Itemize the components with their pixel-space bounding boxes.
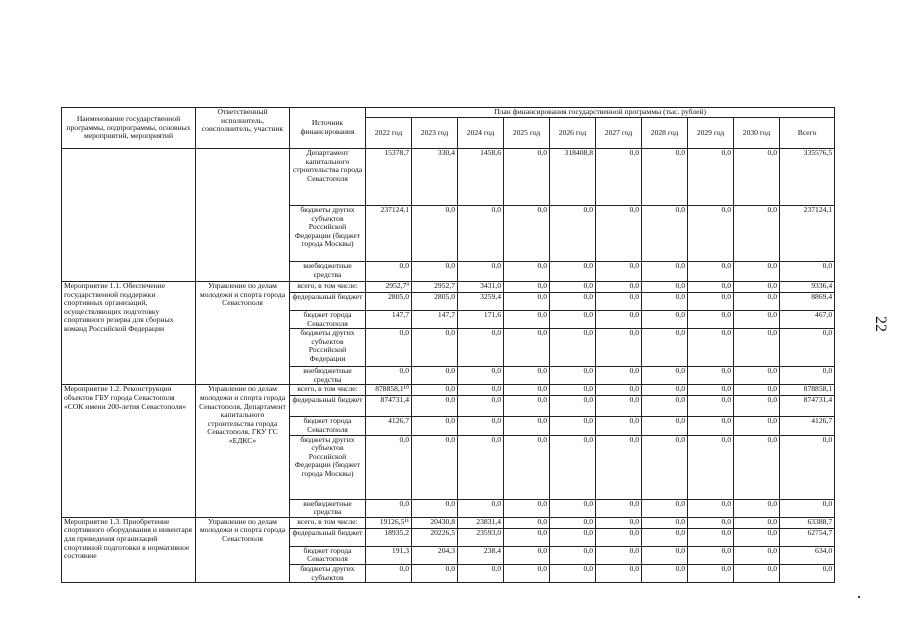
- amount-cell: 0,0: [596, 499, 642, 517]
- header-year: 2022 год: [366, 118, 412, 149]
- amount-cell: 0,0: [780, 262, 835, 282]
- amount-cell: 0,0: [596, 517, 642, 528]
- header-responsible: Ответственный исполнитель, соисполнитель, участник: [196, 108, 290, 149]
- amount-cell: 318408,8: [550, 149, 596, 206]
- funding-source: федеральный бюджет: [290, 396, 366, 417]
- amount-cell: 0,0: [596, 149, 642, 206]
- activity-name: Мероприятие 1.1. Обеспечение государственной поддержки спортивных организаций, осуществляющих подготовку спортивного резерва для сборных команд Российской Федерации: [62, 282, 196, 385]
- amount-cell: 0,0: [458, 206, 504, 262]
- amount-cell: 0,0: [412, 435, 458, 499]
- header-source: Источник финансирования: [290, 108, 366, 149]
- funding-source: бюджеты других субъектов Российской Федерации (бюджет города Москвы): [290, 435, 366, 499]
- amount-cell: 330,4: [412, 149, 458, 206]
- amount-cell: 237124,1: [780, 206, 835, 262]
- amount-cell: 3431,0: [458, 282, 504, 293]
- amount-cell: 0,0: [596, 367, 642, 385]
- amount-cell: 0,0: [596, 262, 642, 282]
- amount-cell: 0,0: [504, 329, 550, 367]
- amount-cell: 0,0: [504, 396, 550, 417]
- amount-cell: 0,0: [734, 435, 780, 499]
- amount-cell: 0,0: [458, 435, 504, 499]
- amount-cell: 0,0: [458, 367, 504, 385]
- amount-cell: 2952,7⁹: [366, 282, 412, 293]
- funding-source: федеральный бюджет: [290, 528, 366, 546]
- amount-cell: 0,0: [550, 262, 596, 282]
- amount-cell: 0,0: [504, 499, 550, 517]
- header-year: 2026 год: [550, 118, 596, 149]
- amount-cell: 0,0: [458, 417, 504, 435]
- amount-cell: 0,0: [550, 311, 596, 329]
- amount-cell: 8869,4: [780, 293, 835, 311]
- funding-source: внебюджетные средства: [290, 367, 366, 385]
- responsible-executor: Управление по делам молодежи и спорта города Севастополя: [196, 517, 290, 582]
- amount-cell: 0,0: [550, 528, 596, 546]
- amount-cell: 0,0: [734, 528, 780, 546]
- amount-cell: 0,0: [596, 385, 642, 396]
- amount-cell: 0,0: [550, 282, 596, 293]
- table-row: [62, 149, 835, 206]
- amount-cell: 0,0: [412, 329, 458, 367]
- amount-cell: 0,0: [596, 311, 642, 329]
- amount-cell: 0,0: [550, 206, 596, 262]
- amount-cell: 0,0: [642, 206, 688, 262]
- funding-source: бюджеты других субъектов Российской Федерации: [290, 329, 366, 367]
- amount-cell: 0,0: [550, 329, 596, 367]
- amount-cell: 0,0: [688, 206, 734, 262]
- amount-cell: 0,0: [504, 546, 550, 564]
- amount-cell: 0,0: [596, 206, 642, 262]
- amount-cell: 335576,5: [780, 149, 835, 206]
- funding-source: всего, в том числе:: [290, 517, 366, 528]
- amount-cell: 0,0: [458, 564, 504, 582]
- amount-cell: 0,0: [688, 282, 734, 293]
- amount-cell: 147,7: [366, 311, 412, 329]
- amount-cell: 0,0: [642, 262, 688, 282]
- amount-cell: 0,0: [596, 329, 642, 367]
- amount-cell: 0,0: [412, 564, 458, 582]
- amount-cell: 0,0: [412, 367, 458, 385]
- amount-cell: 0,0: [504, 385, 550, 396]
- amount-cell: 0,0: [550, 435, 596, 499]
- amount-cell: 0,0: [688, 396, 734, 417]
- amount-cell: 0,0: [780, 329, 835, 367]
- table-row: [62, 385, 835, 396]
- amount-cell: 0,0: [412, 262, 458, 282]
- amount-cell: 0,0: [688, 417, 734, 435]
- amount-cell: 0,0: [504, 262, 550, 282]
- amount-cell: 4126,7: [366, 417, 412, 435]
- header-plan-title: План финансирования государственной программы (тыс. рублей): [366, 108, 835, 118]
- amount-cell: 0,0: [688, 499, 734, 517]
- amount-cell: 0,0: [550, 564, 596, 582]
- amount-cell: 2952,7: [412, 282, 458, 293]
- amount-cell: 0,0: [688, 385, 734, 396]
- financing-table: [61, 107, 835, 583]
- amount-cell: 0,0: [642, 311, 688, 329]
- amount-cell: 0,0: [458, 499, 504, 517]
- amount-cell: 0,0: [366, 329, 412, 367]
- amount-cell: 2805,0: [412, 293, 458, 311]
- amount-cell: 63388,7: [780, 517, 835, 528]
- amount-cell: 0,0: [688, 564, 734, 582]
- funding-source: бюджеты других субъектов: [290, 564, 366, 582]
- amount-cell: 878858,1: [780, 385, 835, 396]
- amount-cell: 0,0: [550, 385, 596, 396]
- amount-cell: 0,0: [734, 396, 780, 417]
- amount-cell: 0,0: [688, 293, 734, 311]
- amount-cell: 62754,7: [780, 528, 835, 546]
- header-year: 2027 год: [596, 118, 642, 149]
- header-year: Всего: [780, 118, 835, 149]
- amount-cell: 0,0: [458, 396, 504, 417]
- amount-cell: 0,0: [504, 517, 550, 528]
- amount-cell: 0,0: [734, 262, 780, 282]
- amount-cell: 23831,4: [458, 517, 504, 528]
- amount-cell: 0,0: [412, 417, 458, 435]
- header-year: 2023 год: [412, 118, 458, 149]
- amount-cell: 874731,4: [780, 396, 835, 417]
- responsible-executor: [196, 149, 290, 282]
- amount-cell: 0,0: [734, 367, 780, 385]
- amount-cell: 0,0: [642, 546, 688, 564]
- header-year: 2030 год: [734, 118, 780, 149]
- header-year: 2028 год: [642, 118, 688, 149]
- responsible-executor: Управление по делам молодежи и спорта города Севастополя: [196, 282, 290, 385]
- amount-cell: 0,0: [596, 417, 642, 435]
- funding-source: бюджет города Севастополя: [290, 417, 366, 435]
- amount-cell: 0,0: [688, 517, 734, 528]
- amount-cell: 0,0: [596, 564, 642, 582]
- amount-cell: 9336,4: [780, 282, 835, 293]
- amount-cell: 20430,8: [412, 517, 458, 528]
- amount-cell: 0,0: [596, 528, 642, 546]
- amount-cell: 0,0: [596, 435, 642, 499]
- amount-cell: 0,0: [734, 311, 780, 329]
- amount-cell: 4126,7: [780, 417, 835, 435]
- amount-cell: 0,0: [734, 546, 780, 564]
- funding-source: Департамент капитального строительства города Севастополя: [290, 149, 366, 206]
- amount-cell: 0,0: [504, 528, 550, 546]
- amount-cell: 0,0: [550, 367, 596, 385]
- amount-cell: 1458,6: [458, 149, 504, 206]
- header-year: 2025 год: [504, 118, 550, 149]
- amount-cell: 0,0: [596, 546, 642, 564]
- amount-cell: 0,0: [780, 499, 835, 517]
- funding-source: бюджет города Севастополя: [290, 546, 366, 564]
- amount-cell: 0,0: [504, 293, 550, 311]
- activity-name: Мероприятие 1.3. Приобретение спортивного оборудования и инвентаря для приведения организаций спортивной подготовки в нормативное состояние: [62, 517, 196, 582]
- amount-cell: 0,0: [366, 367, 412, 385]
- scan-speck: [858, 596, 860, 598]
- amount-cell: 0,0: [412, 206, 458, 262]
- table-body: [62, 149, 835, 583]
- funding-source: бюджеты других субъектов Российской Федерации (бюджет города Москвы): [290, 206, 366, 262]
- amount-cell: 0,0: [366, 435, 412, 499]
- amount-cell: 23593,0: [458, 528, 504, 546]
- amount-cell: 191,3: [366, 546, 412, 564]
- table-row: [62, 282, 835, 293]
- amount-cell: 0,0: [642, 417, 688, 435]
- funding-source: бюджет города Севастополя: [290, 311, 366, 329]
- activity-name: [62, 149, 196, 282]
- amount-cell: 0,0: [504, 417, 550, 435]
- amount-cell: 0,0: [734, 206, 780, 262]
- amount-cell: 0,0: [458, 385, 504, 396]
- amount-cell: 0,0: [780, 435, 835, 499]
- amount-cell: 0,0: [412, 396, 458, 417]
- amount-cell: 0,0: [780, 564, 835, 582]
- amount-cell: 0,0: [550, 396, 596, 417]
- amount-cell: 19126,5¹¹: [366, 517, 412, 528]
- amount-cell: 0,0: [688, 329, 734, 367]
- amount-cell: 0,0: [734, 564, 780, 582]
- amount-cell: 0,0: [596, 282, 642, 293]
- amount-cell: 0,0: [688, 149, 734, 206]
- amount-cell: 874731,4: [366, 396, 412, 417]
- amount-cell: 0,0: [780, 367, 835, 385]
- amount-cell: 0,0: [642, 435, 688, 499]
- amount-cell: 0,0: [642, 517, 688, 528]
- amount-cell: 204,3: [412, 546, 458, 564]
- funding-source: федеральный бюджет: [290, 293, 366, 311]
- amount-cell: 0,0: [642, 282, 688, 293]
- funding-source: внебюджетные средства: [290, 499, 366, 517]
- amount-cell: 0,0: [734, 499, 780, 517]
- header-name: Наименование государственной программы, подпрограммы, основных мероприятий, мероприятий: [62, 108, 196, 149]
- amount-cell: 147,7: [412, 311, 458, 329]
- amount-cell: 467,0: [780, 311, 835, 329]
- amount-cell: 0,0: [642, 528, 688, 546]
- amount-cell: 0,0: [550, 517, 596, 528]
- amount-cell: 3259,4: [458, 293, 504, 311]
- amount-cell: 0,0: [504, 311, 550, 329]
- amount-cell: 15378,7: [366, 149, 412, 206]
- amount-cell: 0,0: [504, 564, 550, 582]
- header-year: 2024 год: [458, 118, 504, 149]
- amount-cell: 0,0: [504, 435, 550, 499]
- amount-cell: 878858,1¹⁰: [366, 385, 412, 396]
- amount-cell: 0,0: [734, 517, 780, 528]
- amount-cell: 2805,0: [366, 293, 412, 311]
- amount-cell: 0,0: [366, 564, 412, 582]
- amount-cell: 0,0: [642, 149, 688, 206]
- amount-cell: 0,0: [366, 262, 412, 282]
- amount-cell: 0,0: [366, 499, 412, 517]
- amount-cell: 0,0: [688, 367, 734, 385]
- amount-cell: 20226,5: [412, 528, 458, 546]
- amount-cell: 0,0: [688, 435, 734, 499]
- amount-cell: 0,0: [734, 282, 780, 293]
- funding-source: всего, в том числе:: [290, 385, 366, 396]
- amount-cell: 0,0: [642, 367, 688, 385]
- amount-cell: 18935,2: [366, 528, 412, 546]
- amount-cell: 0,0: [550, 417, 596, 435]
- amount-cell: 0,0: [642, 385, 688, 396]
- amount-cell: 0,0: [596, 396, 642, 417]
- amount-cell: 0,0: [596, 293, 642, 311]
- amount-cell: 0,0: [550, 546, 596, 564]
- header-year: 2029 год: [688, 118, 734, 149]
- funding-source: всего, в том числе:: [290, 282, 366, 293]
- table-row: [62, 517, 835, 528]
- activity-name: Мероприятие 1.2. Реконструкция объектов ГБУ города Севастополя «СОК имени 200-летия Севастополя»: [62, 385, 196, 517]
- amount-cell: 0,0: [642, 396, 688, 417]
- amount-cell: 0,0: [734, 329, 780, 367]
- amount-cell: 0,0: [412, 385, 458, 396]
- amount-cell: 237124,1: [366, 206, 412, 262]
- amount-cell: 0,0: [642, 329, 688, 367]
- amount-cell: 0,0: [550, 499, 596, 517]
- amount-cell: 0,0: [642, 564, 688, 582]
- amount-cell: 0,0: [688, 546, 734, 564]
- amount-cell: 0,0: [734, 293, 780, 311]
- amount-cell: 0,0: [412, 499, 458, 517]
- funding-source: внебюджетные средства: [290, 262, 366, 282]
- amount-cell: 238,4: [458, 546, 504, 564]
- amount-cell: 0,0: [504, 206, 550, 262]
- amount-cell: 0,0: [688, 262, 734, 282]
- amount-cell: 0,0: [642, 293, 688, 311]
- amount-cell: 634,0: [780, 546, 835, 564]
- amount-cell: 0,0: [504, 149, 550, 206]
- amount-cell: 0,0: [642, 499, 688, 517]
- amount-cell: 171,6: [458, 311, 504, 329]
- page-number: 22: [872, 316, 889, 332]
- amount-cell: 0,0: [688, 528, 734, 546]
- amount-cell: 0,0: [504, 367, 550, 385]
- amount-cell: 0,0: [458, 262, 504, 282]
- amount-cell: 0,0: [734, 417, 780, 435]
- amount-cell: 0,0: [458, 329, 504, 367]
- amount-cell: 0,0: [688, 311, 734, 329]
- amount-cell: 0,0: [734, 149, 780, 206]
- amount-cell: 0,0: [550, 293, 596, 311]
- responsible-executor: Управление по делам молодежи и спорта города Севастополя, Департамент капитального строительства города Севастополя, ГКУ ГС «ЕДКС»: [196, 385, 290, 517]
- amount-cell: 0,0: [504, 282, 550, 293]
- amount-cell: 0,0: [734, 385, 780, 396]
